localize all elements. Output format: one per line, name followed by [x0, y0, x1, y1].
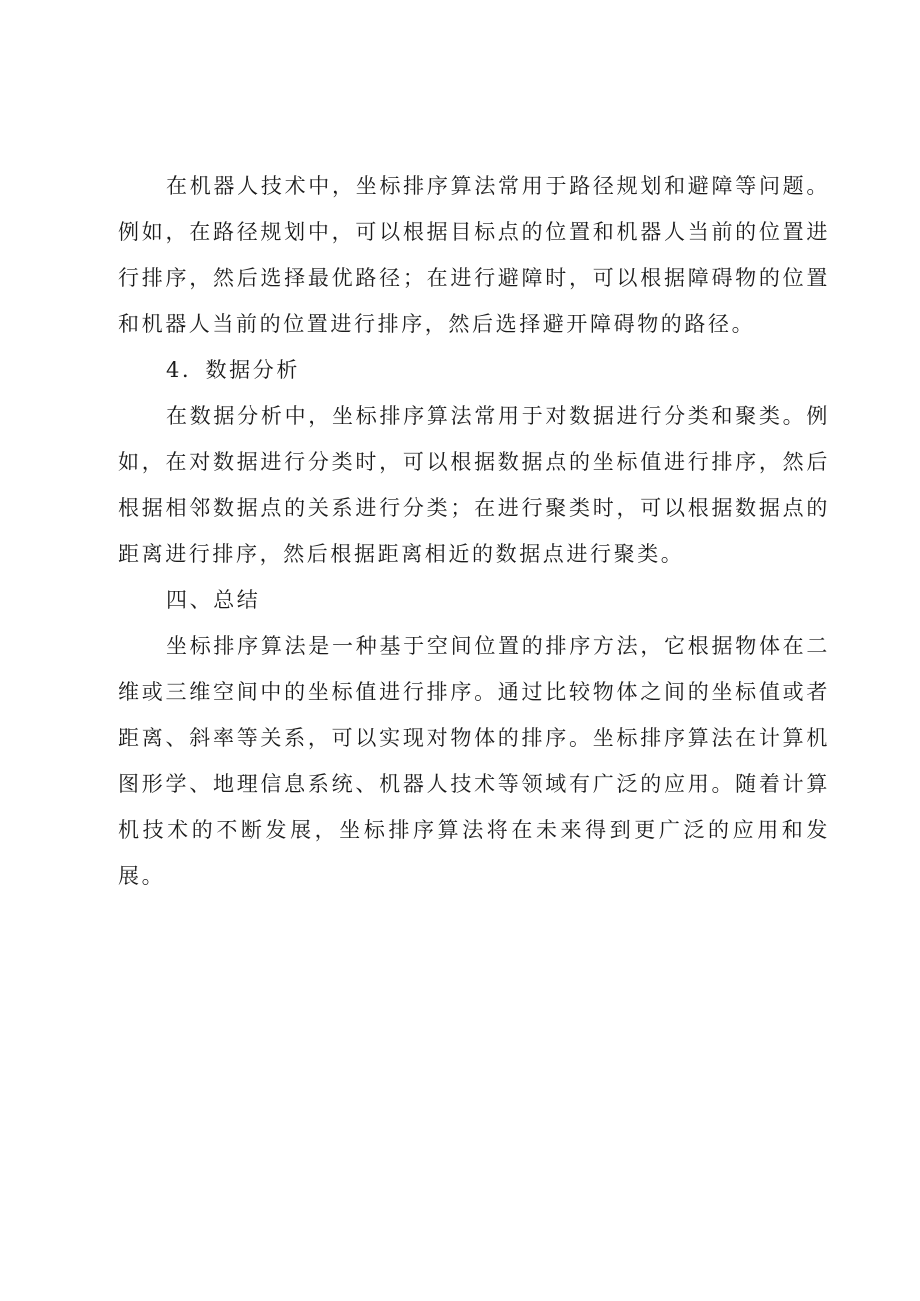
document-body [118, 163, 830, 899]
paragraph-data-analysis: 在数据分析中，坐标排序算法常用于对数据进行分类和聚类。例如，在对数据进行分类时，可以根据数据点的坐标值进行排序，然后根据相邻数据点的关系进行分类；在进行聚类时，可以根据数据点的距离进行排序，然后根据距离相近的数据点进行聚类。 [118, 404, 830, 566]
paragraph-summary: 坐标排序算法是一种基于空间位置的排序方法，它根据物体在二维或三维空间中的坐标值进行排序。通过比较物体之间的坐标值或者距离、斜率等关系，可以实现对物体的排序。坐标排序算法在计算机图形学、地理信息系统、机器人技术等领域有广泛的应用。随着计算机技术的不断发展，坐标排序算法将在未来得到更广泛的应用和发展。 [118, 634, 830, 888]
section-heading-summary: 四、总结 [166, 588, 261, 612]
paragraph-robotics: 在机器人技术中，坐标排序算法常用于路径规划和避障等问题。例如，在路径规划中，可以根据目标点的位置和机器人当前的位置进行排序，然后选择最优路径；在进行避障时，可以根据障碍物的位置和机器人当前的位置进行排序，然后选择避开障碍物的路径。 [118, 174, 830, 336]
section-heading-data-analysis: 4．数据分析 [166, 358, 300, 382]
